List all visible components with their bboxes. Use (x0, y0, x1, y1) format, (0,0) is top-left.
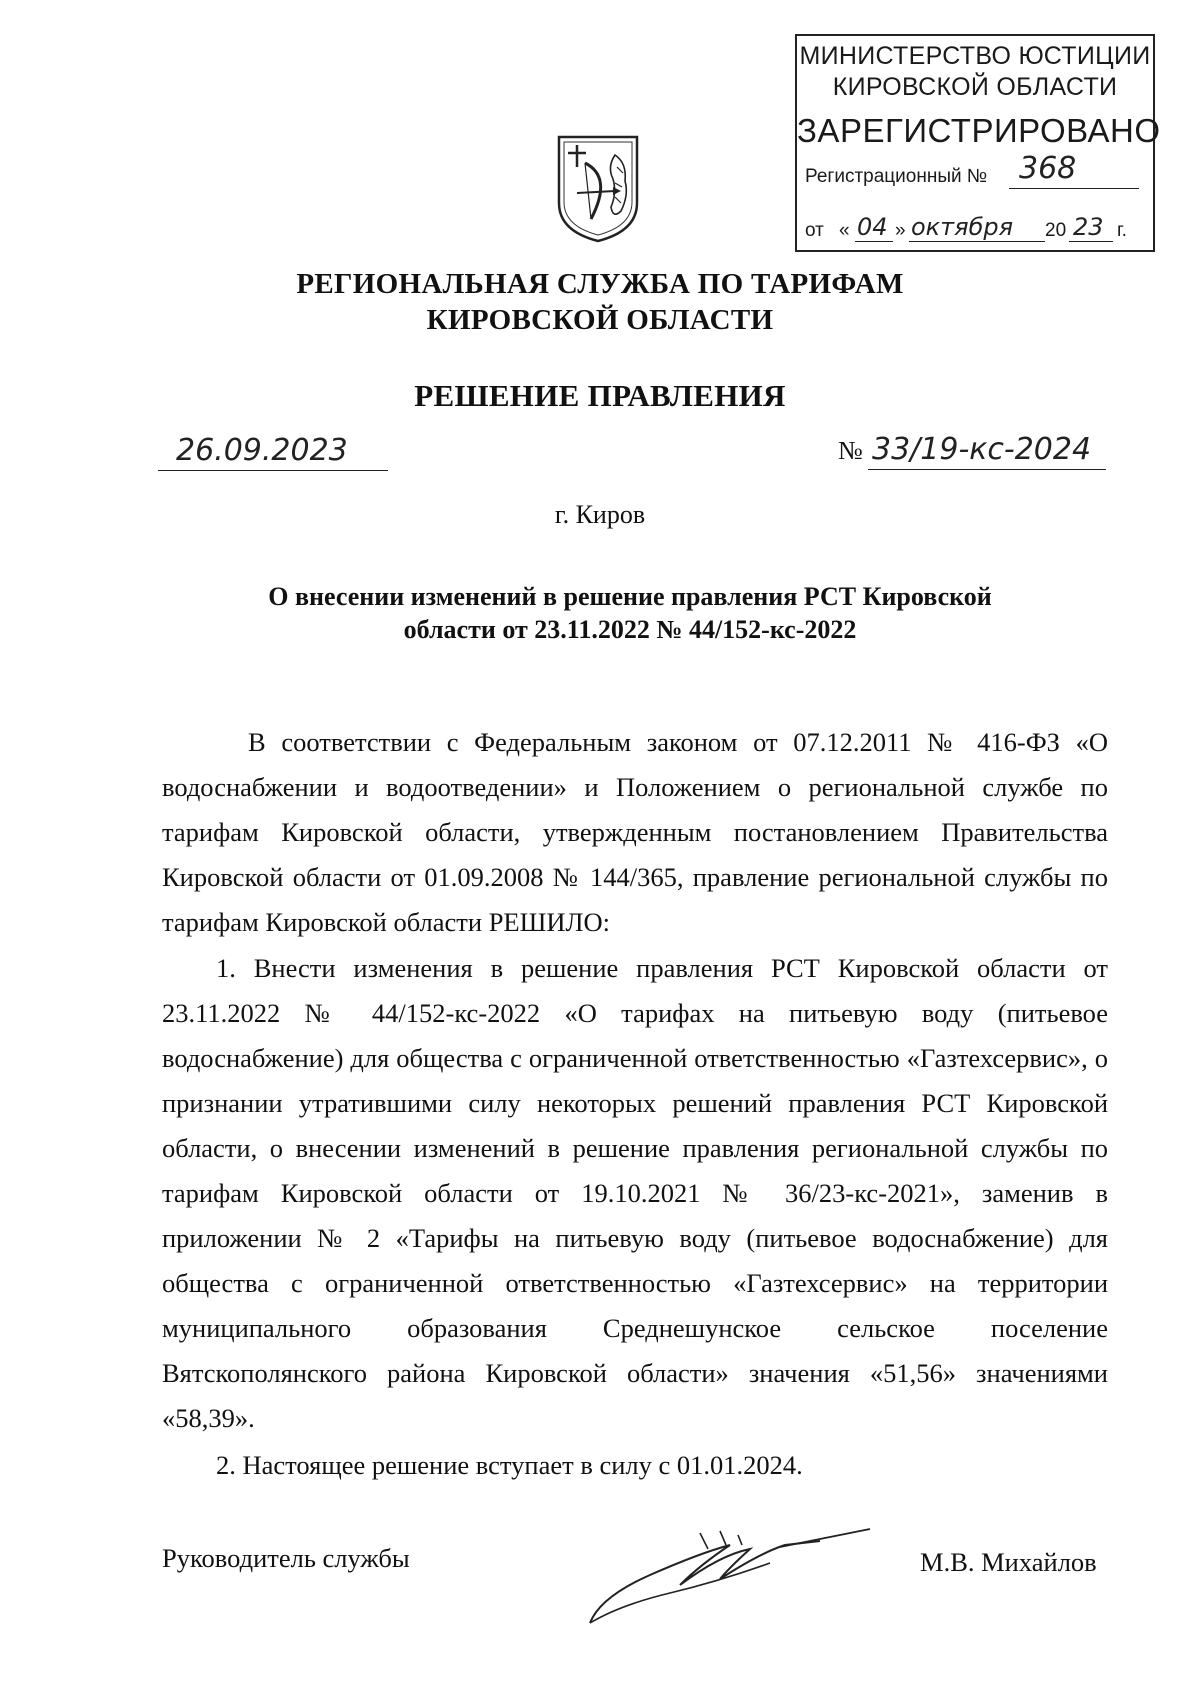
stamp-year-suffix: 23 (1073, 213, 1104, 241)
coat-of-arms-icon (555, 133, 641, 245)
stamp-day: 04 (857, 213, 888, 241)
stamp-from-label: от (805, 220, 824, 241)
document-subject (200, 580, 1060, 646)
signer-role: Руководитель службы (162, 1543, 410, 1573)
org-name-line1: РЕГИОНАЛЬНАЯ СЛУЖБА ПО ТАРИФАМ (296, 268, 904, 300)
document-number-field (838, 428, 1108, 470)
item-2-paragraph: 2. Настоящее решение вступает в силу с 01.01.2024. (216, 1450, 803, 1480)
stamp-year-field (1069, 211, 1113, 242)
stamp-registered: ЗАРЕГИСТРИРОВАНО (797, 112, 1161, 149)
item-1-paragraph: 1. Внести изменения в решение правления РСТ Кировской области от 23.11.2022 № 44/152-кс-2022 «О тарифах на питьевую воду (питьевое водоснабжение) для общества с ограниченной ответственностью «Газтехсервис», о признании утратившими силу некоторых решений правления РСТ Кировской области, о внесении изменений в решение правления региональной службы по тарифам Кировской области от 19.10.2021 № 36/23-кс-2021», заменив в приложении № 2 «Тарифы на питьевую воду (питьевое водоснабжение) для общества с ограниченной ответственностью «Газтехсервис» на территории муниципального образования Среднешунское сельское поселение Вятскополянского района Кировской области» значения «51,56» значениями «58,39». (162, 953, 1108, 1433)
stamp-reg-number-label: Регистрационный № (805, 166, 988, 187)
stamp-date (805, 212, 1155, 246)
stamp-month: октября (911, 213, 1014, 241)
stamp-month-field (909, 211, 1045, 242)
stamp-reg-number-value: 368 (1019, 151, 1077, 186)
document-date: 26.09.2023 (176, 433, 348, 468)
number-line (868, 427, 1106, 470)
handwritten-signature-icon (580, 1505, 880, 1635)
document-date-field (158, 428, 388, 471)
subject-line1: О внесении изменений в решение правления РСТ Кировской (268, 582, 992, 611)
subject-line2: области от 23.11.2022 № 44/152-кс-2022 (403, 615, 857, 644)
preamble-paragraph: В соответствии с Федеральным законом от 07.12.2011 № 416-ФЗ «О водоснабжении и водоотведении» и Положением о региональной службе по тарифам Кировской области, утвержденным постановлением Правительства Кировской области от 01.09.2008 № 144/365, правление региональной службы по тарифам Кировской области РЕШИЛО: (162, 727, 1108, 937)
registration-stamp (795, 34, 1161, 252)
document-type: РЕШЕНИЕ ПРАВЛЕНИЯ (414, 378, 786, 413)
stamp-reg-number-field (1009, 151, 1139, 189)
number-label: № (838, 436, 863, 465)
signer-name: М.В. Михайлов (920, 1547, 1097, 1577)
stamp-year-prefix: 20 (1045, 220, 1067, 241)
stamp-open-quote: « (839, 220, 850, 241)
stamp-day-field (855, 211, 893, 242)
stamp-ministry: МИНИСТЕРСТВО ЮСТИЦИИ (799, 42, 1151, 70)
stamp-close-quote: » (895, 220, 906, 241)
document-number: 33/19-кс-2024 (872, 432, 1092, 467)
org-name-line2: КИРОВСКОЙ ОБЛАСТИ (426, 304, 774, 336)
city: г. Киров (554, 500, 646, 529)
stamp-year-abbr: г. (1117, 220, 1127, 241)
stamp-region: КИРОВСКОЙ ОБЛАСТИ (832, 73, 1118, 101)
